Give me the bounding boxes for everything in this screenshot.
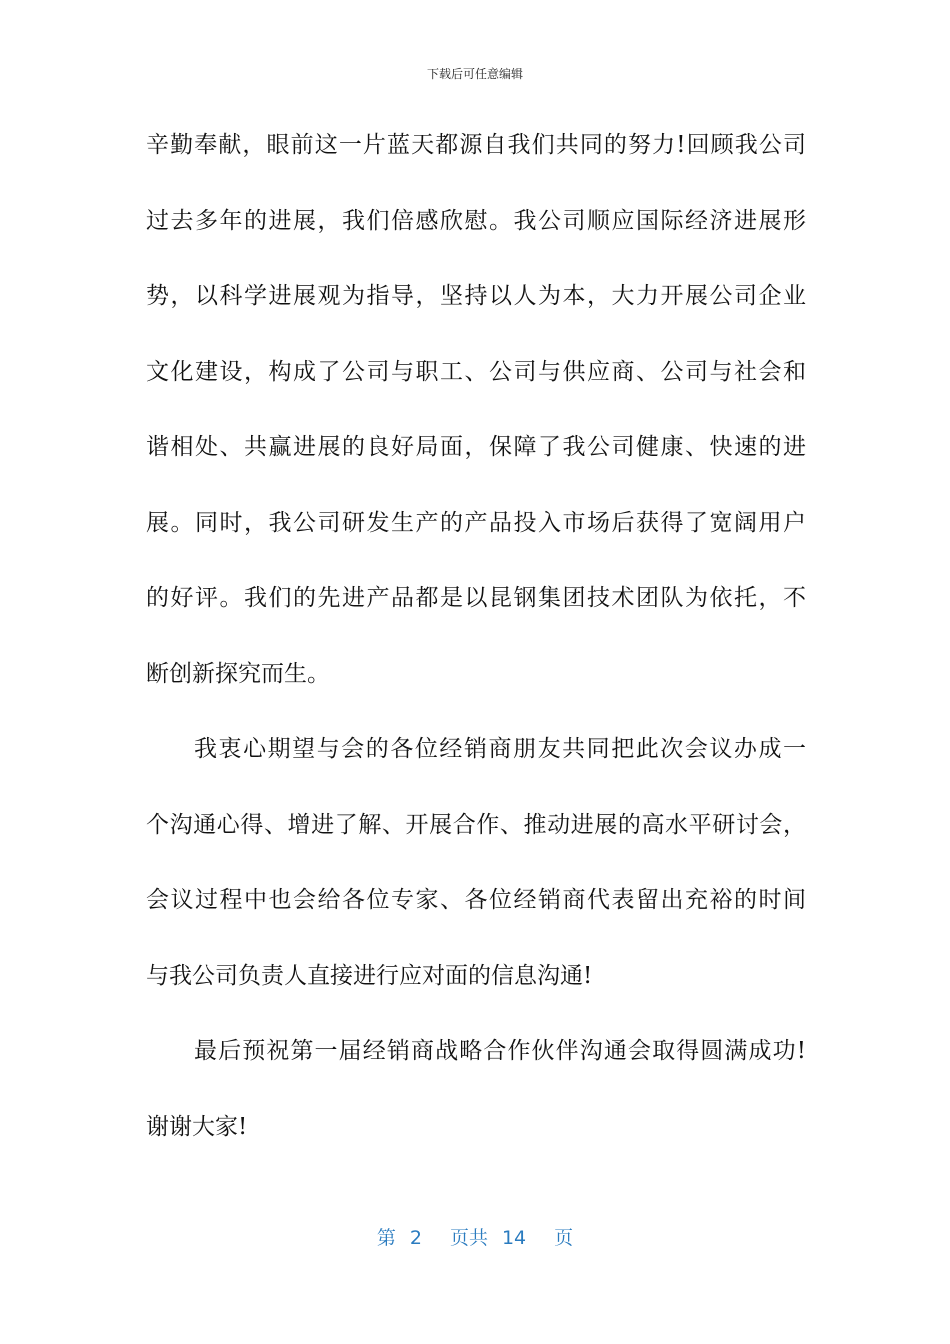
paragraph-line: 会议过程中也会给各位专家、各位经销商代表留出充裕的时间: [146, 887, 806, 913]
paragraph-line: 文化建设，构成了公司与职工、公司与供应商、公司与社会和: [146, 358, 806, 385]
paragraph-line: 展。同时，我公司研发生产的产品投入市场后获得了宽阔用户: [146, 509, 806, 536]
footer-total-pages: 14: [501, 1227, 527, 1249]
paragraph-line: 最后预祝第一届经销商战略合作伙伴沟通会取得圆满成功!: [194, 1038, 806, 1064]
paragraph-line: 势，以科学进展观为指导，坚持以人为本，大力开展公司企业: [146, 283, 806, 309]
paragraph-line: 的好评。我们的先进产品都是以昆钢集团技术团队为依托，不: [146, 585, 806, 611]
paragraph-line: 谐相处、共赢进展的良好局面，保障了我公司健康、快速的进: [146, 434, 806, 460]
document-body: [146, 120, 806, 1177]
paragraph-line: 谢谢大家!: [146, 1113, 248, 1140]
footer-middle: 页共: [449, 1227, 488, 1249]
paragraph-line: 断创新探究而生。: [146, 660, 330, 687]
paragraph-line: 我衷心期望与会的各位经销商朋友共同把此次会议办成一: [194, 736, 806, 762]
paragraph-line: 过去多年的进展，我们倍感欣慰。我公司顺应国际经济进展形: [146, 207, 806, 234]
page-number-footer: [0, 1224, 950, 1252]
paragraph-line: 辛勤奉献，眼前这一片蓝天都源自我们共同的努力!回顾我公司: [146, 132, 806, 158]
footer-suffix: 页: [554, 1227, 574, 1249]
page-header: 下载后可任意编辑: [426, 67, 523, 81]
paragraph-line: 与我公司负责人直接进行应对面的信息沟通!: [146, 962, 593, 989]
footer-prefix: 第: [376, 1227, 396, 1249]
paragraph-line: 个沟通心得、增进了解、开展合作、推动进展的高水平研讨会，: [146, 811, 806, 838]
footer-current-page: 2: [409, 1227, 422, 1249]
